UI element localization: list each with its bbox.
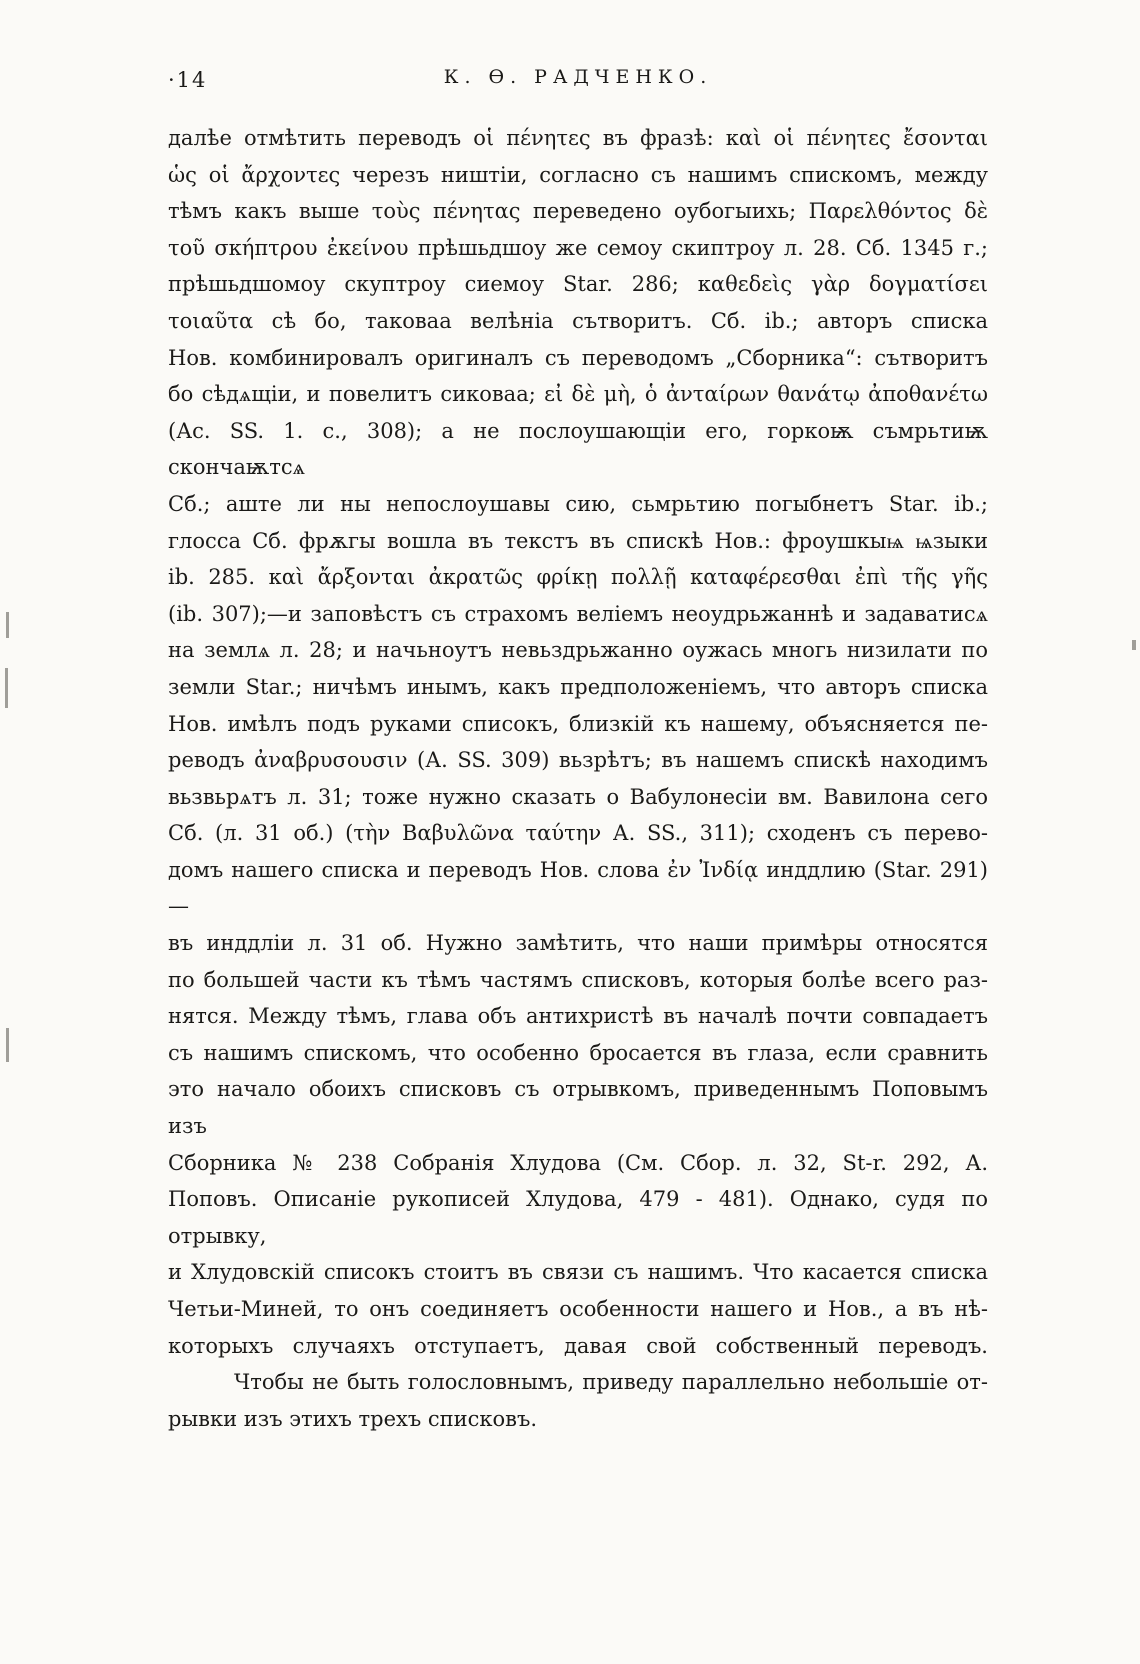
- scan-edge-artifact: [6, 1028, 9, 1062]
- text-line: Сб.; аште ли ны непослоушавы сию, сьмрьтию погыбнетъ Star. ib.;: [168, 491, 988, 516]
- text-line: Четьи-Миней, то онъ соединяетъ особенности нашего и Нов., а въ нѣ-: [168, 1297, 988, 1321]
- text-line: τοῦ σκήπτρου ἐκείνου прѣшьдшоу же семоу скиптроу л. 28. Сб. 1345 г.;: [168, 235, 988, 260]
- page-number: ·14: [168, 68, 208, 92]
- text-line: Нов. имѣлъ подъ руками списокъ, близкій къ нашему, объясняется пе-: [168, 711, 988, 736]
- text-line: глосса Сб. фрѫгы вошла въ текстъ въ спискѣ Нов.: фроушкыѩ ѩзыки: [168, 528, 988, 553]
- scan-edge-artifact: [6, 612, 9, 638]
- text-line: и Хлудовскій списокъ стоитъ въ связи съ нашимъ. Что касается списка: [168, 1260, 988, 1285]
- text-line: рывки изъ этихъ трехъ списковъ.: [168, 1406, 538, 1431]
- text-line: на землѧ л. 28; и начьноутъ невьздрьжанно оужась многь низилати по: [168, 638, 988, 663]
- text-line: которыхъ случаяхъ отступаетъ, давая свой собственный переводъ.: [168, 1333, 988, 1358]
- scan-edge-artifact: [1132, 640, 1136, 650]
- text-line: далѣе отмѣтить переводъ οἱ πένητες въ фразѣ: καὶ οἱ πένητες ἔσονται: [168, 126, 988, 150]
- text-line: Сб. (л. 31 об.) (τὴν Βαβυλῶνα ταύτην А. SS., 311); сходенъ съ перево-: [168, 821, 988, 846]
- text-line: тѣмъ какъ выше τοὺς πένητας переведено оубогыихь; Παρελθόντος δὲ: [168, 199, 988, 224]
- text-line: съ нашимъ спискомъ, что особенно бросается въ глаза, если сравнить: [168, 1040, 988, 1065]
- text-line: бо сѣдѧщіи, и повелитъ сиковаа; εἰ δὲ μὴ, ὁ ἀνταίρων θανάτῳ ἀποθανέτω: [168, 382, 988, 407]
- text-line: ib. 285. καὶ ἄρξονται ἀκρατῶς φρίκῃ πολλῇ καταφέρεσθαι ἐπὶ τῆς γῆς: [168, 565, 988, 590]
- text-line: вьзвьрѧтъ л. 31; тоже нужно сказать о Вабулонесіи вм. Вавилона сего: [168, 784, 988, 809]
- text-block: [168, 120, 988, 1437]
- text-line: земли Star.; ничѣмъ инымъ, какъ предположеніемъ, что авторъ списка: [168, 674, 988, 699]
- text-line: ὡς οἱ ἄρχοντες черезъ ништіи, согласно съ нашимъ спискомъ, между: [168, 162, 988, 187]
- text-line: τοιαῦτα сѣ бо, таковаа велѣніа сътворитъ. Сб. ib.; авторъ списка: [168, 308, 988, 333]
- text-line: по большей части къ тѣмъ частямъ списковъ, которыя болѣе всего раз-: [168, 967, 988, 992]
- text-line: (ib. 307);—и заповѣстъ съ страхомъ веліемъ неоудрьжаннѣ и задаватисѧ: [168, 601, 988, 626]
- text-line: прѣшьдшомоу скуптроу сиемоу Star. 286; καθεδεὶς γὰρ δογματίσει: [168, 272, 988, 297]
- scan-edge-artifact: [5, 668, 8, 708]
- page-header: [168, 66, 988, 98]
- text-line: это начало обоихъ списковъ съ отрывкомъ, приведеннымъ Поповымъ изъ: [168, 1077, 988, 1139]
- text-line: домъ нашего списка и переводъ Нов. слова ἐν Ἰνδίᾳ инддлию (Star. 291)—: [168, 857, 988, 919]
- text-line: Чтобы не быть голословнымъ, приведу параллельно небольшіе от-: [234, 1370, 988, 1395]
- running-title: К. Ѳ. РАДЧЕНКО.: [443, 66, 713, 88]
- text-line: реводъ ἀναβρυσουσιν (А. SS. 309) вьзрѣтъ; въ нашемъ спискѣ находимъ: [168, 748, 988, 773]
- text-line: Нов. комбинировалъ оригиналъ съ переводомъ „Сборника“: сътворитъ: [168, 345, 988, 370]
- text-line: въ инддліи л. 31 об. Нужно замѣтить, что наши примѣры относятся: [168, 931, 988, 956]
- text-line: Поповъ. Описаніе рукописей Хлудова, 479 - 481). Однако, судя по отрывку,: [168, 1187, 988, 1248]
- text-line: (Ас. SS. 1. с., 308); а не послоушающіи его, горкоѭ съмрьтиѭ скончаѭтсѧ: [168, 418, 988, 480]
- text-line: Сборника № 238 Собранія Хлудова (См. Сбор. л. 32, St-r. 292, А.: [168, 1150, 988, 1175]
- text-line: нятся. Между тѣмъ, глава объ антихристѣ въ началѣ почти совпадаетъ: [168, 1004, 988, 1029]
